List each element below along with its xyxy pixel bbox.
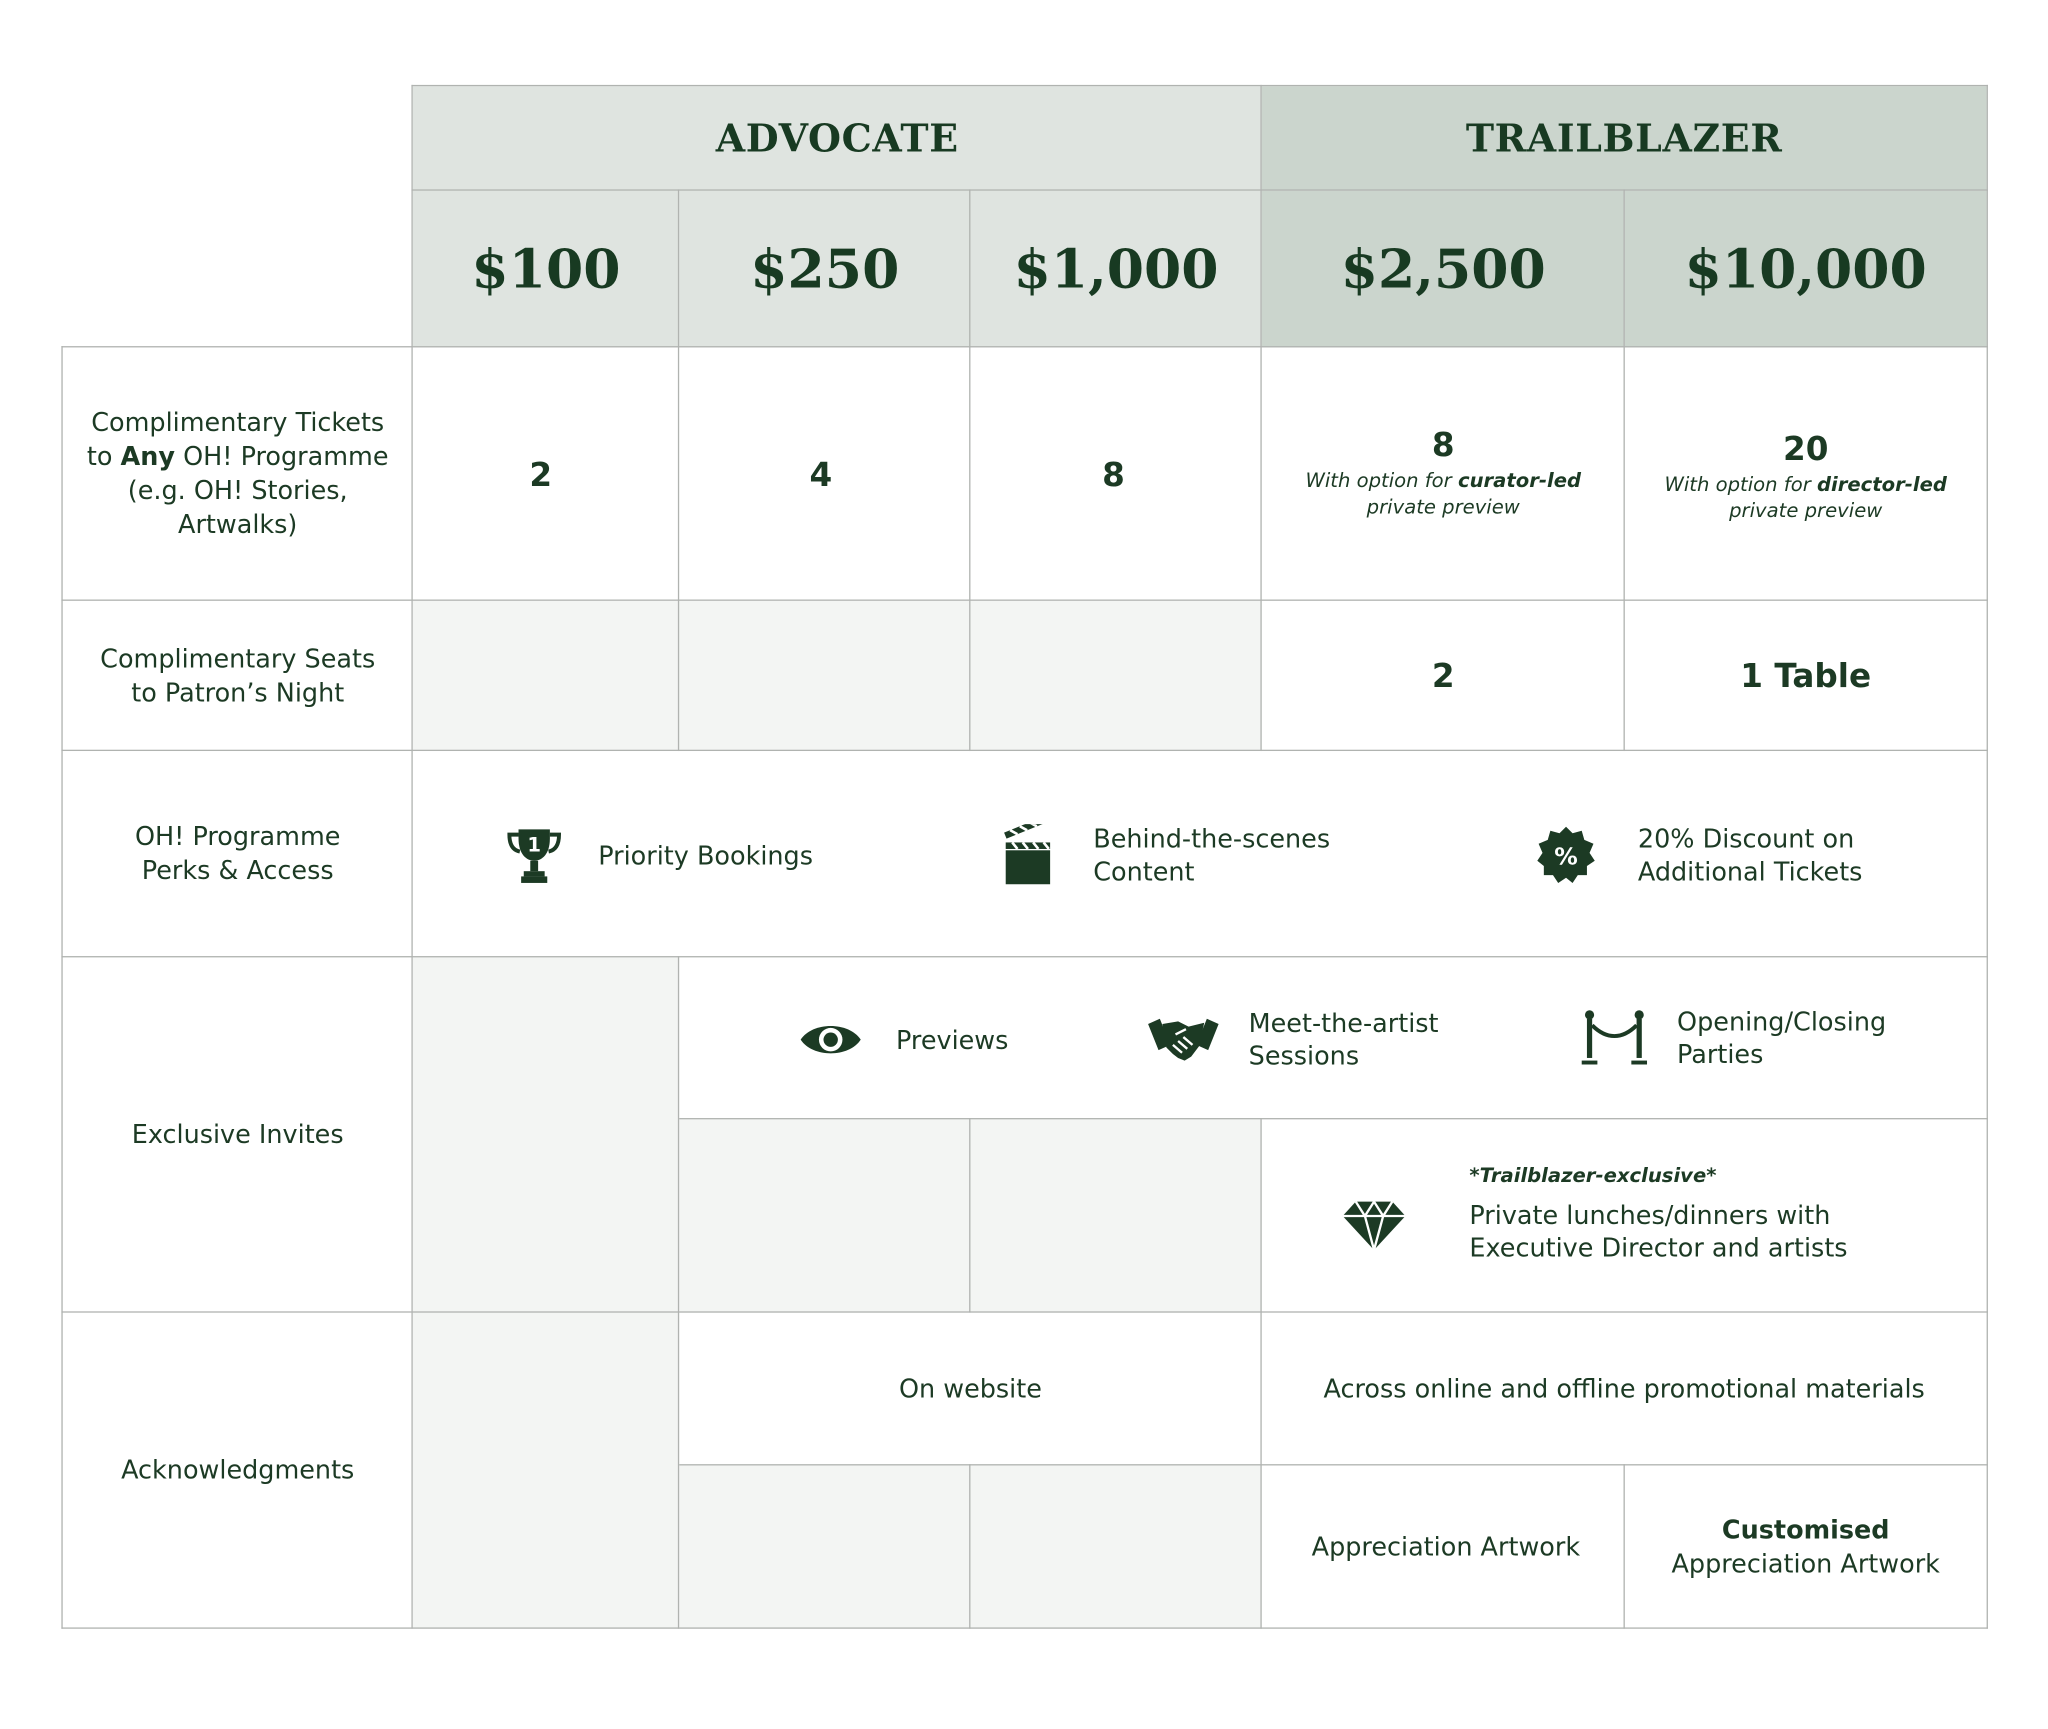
row-label-ack — [63, 1313, 413, 1629]
perk-text: Meet-the-artist Sessions — [1248, 1008, 1439, 1072]
tier-name-trailblazer: TRAILBLAZER — [1465, 116, 1783, 161]
price-label: $100 — [471, 237, 621, 301]
empty-cell-seats-advocate — [413, 601, 1262, 751]
seats-10000: 1 Table — [1740, 656, 1872, 695]
ticket-note: With option for curator-led — [1305, 468, 1582, 493]
tier-name-advocate: ADVOCATE — [715, 116, 959, 161]
ticket-count: 8 — [1431, 425, 1455, 464]
grid-line — [1624, 1464, 1625, 1629]
price-250 — [679, 191, 970, 348]
trophy-icon — [504, 825, 564, 885]
perk-text: 20% Discount on Additional Tickets — [1637, 824, 1863, 887]
grid-line — [678, 189, 679, 751]
tier-header-trailblazer — [1262, 86, 1987, 190]
perk-discount — [1536, 823, 1862, 888]
price-label: $10,000 — [1684, 237, 1927, 301]
price-1000 — [970, 191, 1261, 348]
row-label-tickets — [63, 347, 413, 600]
perk-text: Previews — [895, 1024, 1009, 1055]
price-100 — [413, 191, 679, 348]
grid-line — [61, 750, 1988, 751]
exclusive-line: Executive Director and artists — [1469, 1232, 1848, 1264]
grid-line — [61, 346, 1988, 347]
exclusive-text — [1469, 1160, 1847, 1264]
svg-text:1: 1 — [527, 833, 542, 857]
label-line: to Patron’s Night — [131, 677, 345, 708]
grid-line — [969, 1464, 970, 1629]
price-label: $1,000 — [1013, 237, 1219, 301]
label-line: Exclusive Invites — [131, 1119, 344, 1150]
invite-meet-the-artist — [1147, 1007, 1439, 1072]
tickets-250: 4 — [809, 455, 833, 494]
grid-line — [61, 1311, 1988, 1312]
ack-artwork: Appreciation Artwork — [1311, 1532, 1581, 1563]
price-2500 — [1262, 191, 1625, 348]
tickets-2500 — [1262, 347, 1625, 600]
discount-badge-icon — [1536, 825, 1596, 885]
ticket-count: 20 — [1782, 429, 1829, 468]
grid-line — [679, 1118, 1988, 1119]
ticket-note: With option for director-led — [1664, 472, 1947, 497]
label-line: OH! Programme — [134, 821, 341, 852]
grid-line — [1260, 1118, 1261, 1629]
grid-line — [1987, 85, 1988, 1629]
custom-bold: Customised — [1721, 1514, 1890, 1545]
row-label-invites — [63, 957, 413, 1312]
handshake-icon — [1147, 1011, 1220, 1068]
grid-line — [61, 346, 62, 1629]
exclusive-line: Private lunches/dinners with — [1469, 1200, 1831, 1231]
svg-text:%: % — [1554, 842, 1578, 871]
tickets-100: 2 — [529, 455, 553, 494]
grid-line — [969, 1118, 970, 1313]
perk-text: Opening/Closing Parties — [1677, 1007, 1887, 1070]
stanchion-icon — [1580, 1008, 1648, 1068]
label-line: Complimentary Tickets — [91, 407, 385, 438]
perk-text: Priority Bookings — [598, 840, 813, 871]
grid-line — [61, 956, 1988, 957]
label-line: (e.g. OH! Stories, — [127, 475, 348, 506]
grid-line — [1624, 189, 1625, 751]
grid-line — [969, 189, 970, 751]
price-label: $2,500 — [1340, 237, 1546, 301]
custom-line: Appreciation Artwork — [1671, 1548, 1940, 1579]
price-label: $250 — [750, 237, 900, 301]
label-line: to Any OH! Programme — [86, 441, 389, 472]
ack-custom-artwork — [1625, 1465, 1987, 1628]
perk-behind-the-scenes — [1002, 823, 1330, 888]
grid-line — [678, 956, 679, 1629]
label-line: Complimentary Seats — [100, 643, 376, 674]
label-line: Perks & Access — [141, 855, 334, 886]
exclusive-tag: *Trailblazer-exclusive* — [1469, 1163, 1717, 1188]
perk-text: Behind-the-scenes Content — [1093, 824, 1331, 887]
grid-line — [411, 85, 1987, 86]
row-label-seats — [63, 601, 413, 751]
clapperboard-icon — [1002, 824, 1054, 887]
ack-promo: Across online and offline promotional materials — [1323, 1374, 1925, 1405]
perk-priority-bookings — [504, 825, 813, 885]
row-label-perks — [63, 751, 413, 957]
invite-opening-closing — [1580, 1006, 1886, 1071]
label-line: Acknowledgments — [121, 1455, 355, 1486]
grid-line — [61, 1627, 1988, 1628]
ticket-note-line: private preview — [1729, 498, 1883, 523]
tickets-10000 — [1625, 347, 1987, 600]
label-line: Artwalks) — [178, 509, 298, 540]
eye-icon — [799, 1017, 862, 1061]
empty-cell-100-invites-ack — [413, 957, 679, 1628]
price-10000 — [1625, 191, 1987, 348]
grid-line — [679, 1464, 1988, 1465]
seats-2500: 2 — [1431, 656, 1455, 695]
grid-line — [411, 85, 412, 1629]
invite-previews — [799, 1017, 1008, 1061]
tier-header-advocate — [413, 86, 1262, 190]
ticket-note-line: private preview — [1366, 495, 1520, 519]
grid-line — [411, 189, 1987, 190]
tickets-1000: 8 — [1102, 455, 1125, 494]
diamond-icon — [1341, 1199, 1406, 1251]
emphasis-text: Any — [120, 441, 175, 472]
invite-private-dinners — [1341, 1160, 1847, 1264]
grid-line — [61, 600, 1988, 601]
grid-line — [1260, 85, 1261, 751]
ack-website: On website — [898, 1374, 1042, 1405]
